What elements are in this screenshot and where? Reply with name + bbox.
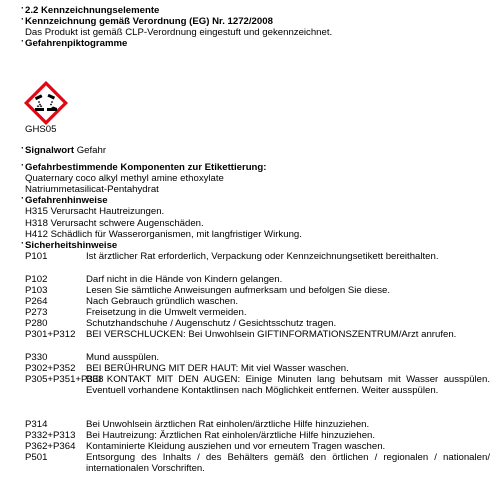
precaution-text: Entsorgung des Inhalts / des Behälters gemäß den örtlichen / regionalen / nationalen/ internationalen Vorschriften. xyxy=(86,452,490,474)
components-heading: Gefahrbestimmende Komponenten zur Etikettierung: xyxy=(25,162,267,173)
precaution-code: P103 xyxy=(25,285,48,296)
precaution-text: Mund ausspülen. xyxy=(86,352,160,363)
bullet-dot: · xyxy=(21,238,25,249)
precaution-text: Schutzhandschuhe / Augenschutz / Gesichtsschutz tragen. xyxy=(86,318,337,329)
precaution-text: Lesen Sie sämtliche Anweisungen aufmerksam und befolgen Sie diese. xyxy=(86,285,390,296)
hazard-statement: H318 Verursacht schwere Augenschäden. xyxy=(25,218,204,229)
precaution-code: P332+P313 xyxy=(25,430,76,441)
precaution-code: P280 xyxy=(25,318,48,329)
component-item: Natriummetasilicat-Pentahydrat xyxy=(25,184,159,195)
hazard-statement: H412 Schädlich für Wasserorganismen, mit langfristiger Wirkung. xyxy=(25,229,302,240)
hazard-heading: Gefahrenhinweise xyxy=(25,195,108,206)
precaution-code: P501 xyxy=(25,452,48,463)
bullet-dot: · xyxy=(21,36,25,47)
precaution-code: P305+P351+P338 xyxy=(25,374,104,385)
bullet-dot: · xyxy=(21,14,25,25)
precaution-text: Ist ärztlicher Rat erforderlich, Verpackung oder Kennzeichnungsetikett bereithalten. xyxy=(86,251,439,262)
section-heading: 2.2 Kennzeichnungselemente xyxy=(25,5,160,16)
precaution-text: Kontaminierte Kleidung ausziehen und vor erneutem Tragen waschen. xyxy=(86,441,386,452)
precaution-code: P362+P364 xyxy=(25,441,76,452)
precaution-text: BEI KONTAKT MIT DEN AUGEN: Einige Minuten lang behutsam mit Wasser ausspülen. Eventuell vorhandene Kontaktlinsen nach Möglichkeit entfernen. Weiter ausspülen. xyxy=(86,374,490,396)
precaution-code: P330 xyxy=(25,352,48,363)
regulation-text: Das Produkt ist gemäß CLP-Verordnung eingestuft und gekennzeichnet. xyxy=(25,27,333,38)
precaution-text: Nach Gebrauch gründlich waschen. xyxy=(86,296,238,307)
precaution-code: P102 xyxy=(25,274,48,285)
bullet-dot: · xyxy=(21,143,25,154)
precaution-code: P314 xyxy=(25,419,48,430)
signal-word-value: Gefahr xyxy=(76,145,107,156)
signal-word-label: Signalwort xyxy=(25,145,75,156)
signal-word xyxy=(25,146,106,157)
precaution-text: Freisetzung in die Umwelt vermeiden. xyxy=(86,307,247,318)
precaution-code: P301+P312 xyxy=(25,329,76,340)
pictograms-heading: Gefahrenpiktogramme xyxy=(25,38,128,49)
precaution-text: BEI BERÜHRUNG MIT DER HAUT: Mit viel Wasser waschen. xyxy=(86,363,349,374)
precaution-code: P101 xyxy=(25,251,48,262)
precaution-text: BEI VERSCHLUCKEN: Bei Unwohlsein GIFTINFORMATIONSZENTRUM/Arzt anrufen. xyxy=(86,329,457,340)
precaution-code: P273 xyxy=(25,307,48,318)
precaution-text: Darf nicht in die Hände von Kindern gelangen. xyxy=(86,274,283,285)
bullet-dot: · xyxy=(21,160,25,171)
precaution-text: Bei Hautreizung: Ärztlichen Rat einholen/ärztliche Hilfe hinzuziehen. xyxy=(86,430,376,441)
bullet-dot: · xyxy=(21,3,25,14)
hazard-statement: H315 Verursacht Hautreizungen. xyxy=(25,206,165,217)
pictogram-label: GHS05 xyxy=(25,124,57,135)
bullet-dot: · xyxy=(21,193,25,204)
precaution-code: P302+P352 xyxy=(25,363,76,374)
precaution-text: Bei Unwohlsein ärztlichen Rat einholen/ärztliche Hilfe hinzuziehen. xyxy=(86,419,370,430)
precaution-heading: Sicherheitshinweise xyxy=(25,240,118,251)
corrosion-icon xyxy=(24,81,68,125)
regulation-heading: Kennzeichnung gemäß Verordnung (EG) Nr. 1272/2008 xyxy=(25,16,273,27)
precaution-code: P264 xyxy=(25,296,48,307)
component-item: Quaternary coco alkyl methyl amine ethoxylate xyxy=(25,173,224,184)
